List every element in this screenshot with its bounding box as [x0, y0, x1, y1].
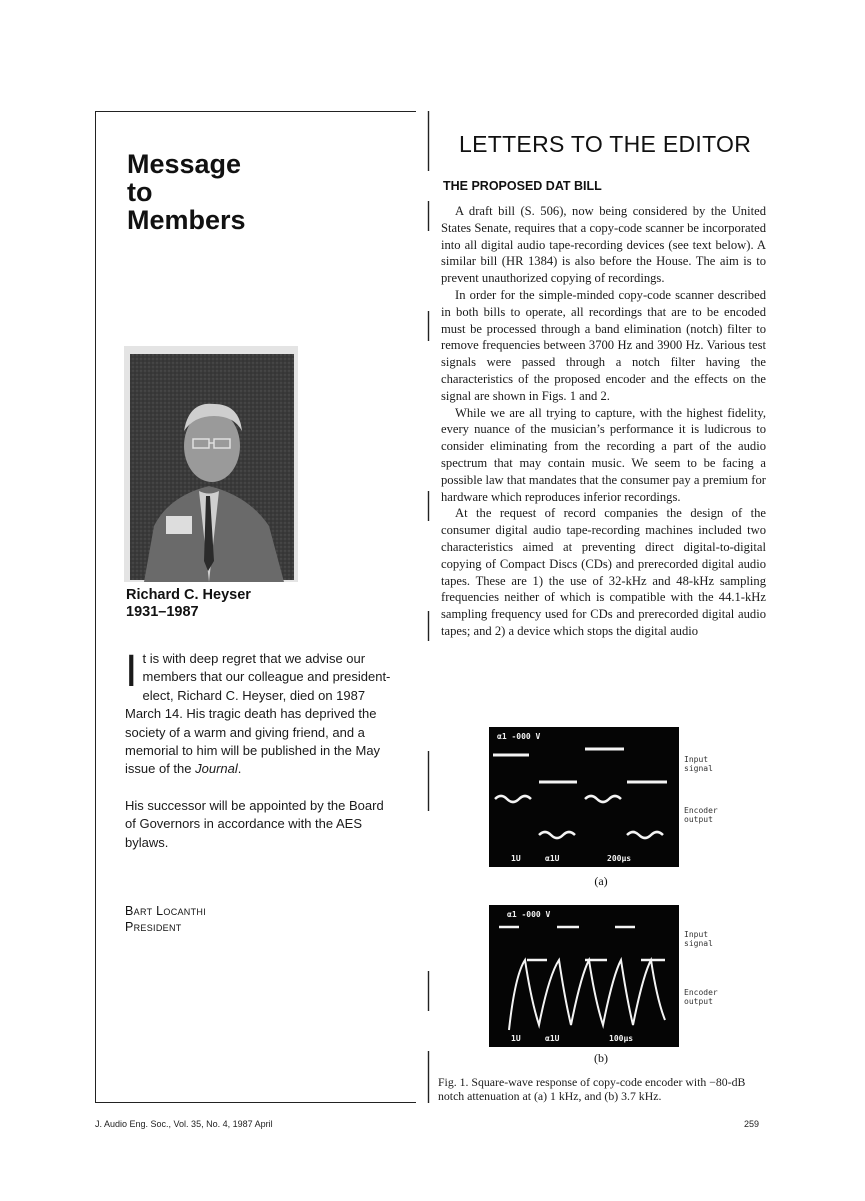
panel-b-volts: α1U	[545, 1034, 560, 1043]
letter-body	[441, 203, 766, 640]
panel-b-output-label	[684, 988, 718, 1006]
section-heading: THE PROPOSED DAT BILL	[443, 179, 602, 193]
scope-panel-a	[489, 727, 679, 867]
drop-cap: I	[125, 645, 138, 696]
panel-b-input-label	[684, 930, 713, 948]
panel-a-time: 200μs	[607, 854, 632, 863]
signoff-title: President	[125, 920, 182, 934]
person-name: Richard C. Heyser	[126, 587, 251, 603]
tribute-paragraph-1	[125, 645, 395, 779]
figure-caption: Fig. 1. Square-wave response of copy-code encoder with −80-dB notch attenuation at (a) 1 kHz, and (b) 3.7 kHz.	[438, 1075, 746, 1103]
letters-title: LETTERS TO THE EDITOR	[459, 131, 752, 157]
title-line-3: Members	[127, 205, 246, 235]
portrait-photo	[124, 346, 298, 582]
journal-citation: J. Audio Eng. Soc., Vol. 35, No. 4, 1987 April	[95, 1119, 273, 1129]
title-line-1: Message	[127, 149, 242, 179]
signoff	[125, 903, 365, 935]
paragraph-1-end: .	[237, 761, 242, 777]
panel-a-readout: α1 -000 V	[497, 732, 541, 741]
column-divider	[427, 111, 430, 1103]
panel-a-sublabel: (a)	[594, 874, 608, 888]
person-years: 1931–1987	[126, 604, 199, 620]
letter-paragraph-1: A draft bill (S. 506), now being considered by the United States Senate, requires that a copy-code scanner be incorporated into all digital audio tape-recording devices (see text below). A similar bill (HR 1384) is also before the House. The aim is to prevent unauthorized copying of recordings.	[441, 204, 766, 286]
panel-a-output-label-line-2: output	[684, 815, 713, 824]
letter-paragraph-3: While we are all trying to capture, with the highest fidelity, every nuance of the musician’s performance it is ludicrous to consider eliminating from the recording a part of the audio spectrum that may contain music. We seem to be facing a possible law that mandates that the consumer pay a premium for hardware which reproduces inferior recordings.	[441, 405, 766, 504]
tribute-paragraph-2: His successor will be appointed by the Board of Governors in accordance with the AES bylaws.	[125, 797, 384, 850]
panel-a-volts: α1U	[545, 854, 560, 863]
tribute-paragraph-1-text: t is with deep regret that we advise our members that our colleague and president-elect, Richard C. Heyser, died on 1987 March 14. His tragic death has deprived the society of a warm and giving friend, and a memorial to him will be published in the May issue of the	[125, 651, 391, 777]
panel-b-sublabel: (b)	[594, 1051, 608, 1065]
title-line-2: to	[127, 177, 153, 207]
panel-b-ch: 1U	[511, 1034, 521, 1043]
name-block	[126, 587, 386, 621]
panel-b-time: 100μs	[609, 1034, 634, 1043]
page-number: 259	[744, 1119, 760, 1129]
panel-b-readout: α1 -000 V	[507, 910, 551, 919]
signoff-name: Bart Locanthi	[125, 904, 206, 918]
panel-a-output-label-line-1: Encoder	[684, 806, 718, 815]
panel-b-input-label-line-1: Input	[684, 930, 709, 939]
tribute-text	[125, 645, 395, 870]
panel-a-input-label	[684, 755, 713, 773]
scope-panel-b	[489, 905, 679, 1047]
letter-paragraph-2: In order for the simple-minded copy-code scanner described in both bills to operate, all recordings that are to be encoded must be processed through a band elimination (notch) filter to remove frequencies between 3700 Hz and 3900 Hz. Various test signals were passed through a notch filter having the characteristics of the proposed encoder and the effects on the signal are shown in Figs. 1 and 2.	[441, 287, 766, 403]
panel-b-input-label-line-2: signal	[684, 939, 713, 948]
panel-b-output-label-line-2: output	[684, 997, 713, 1006]
panel-b-output-label-line-1: Encoder	[684, 988, 718, 997]
panel-a-ch: 1U	[511, 854, 521, 863]
journal-italic: Journal	[195, 761, 238, 777]
panel-a-input-label-line-1: Input	[684, 755, 709, 764]
letter-paragraph-4: At the request of record companies the design of the consumer digital audio tape-recording machines included two characteristics aimed at preventing direct digital-to-digital copying of Compact Discs (CDs) and prerecorded digital audio tapes. These are 1) the use of 32-kHz and 48-kHz sampling frequencies neither of which is compatible with the 44.1-kHz sampling frequency used for CDs and prerecorded digital audio tapes; and 2) a device which stops the digital audio	[441, 506, 766, 638]
message-title	[127, 150, 327, 234]
panel-a-output-label	[684, 806, 718, 824]
panel-a-input-label-line-2: signal	[684, 764, 713, 773]
